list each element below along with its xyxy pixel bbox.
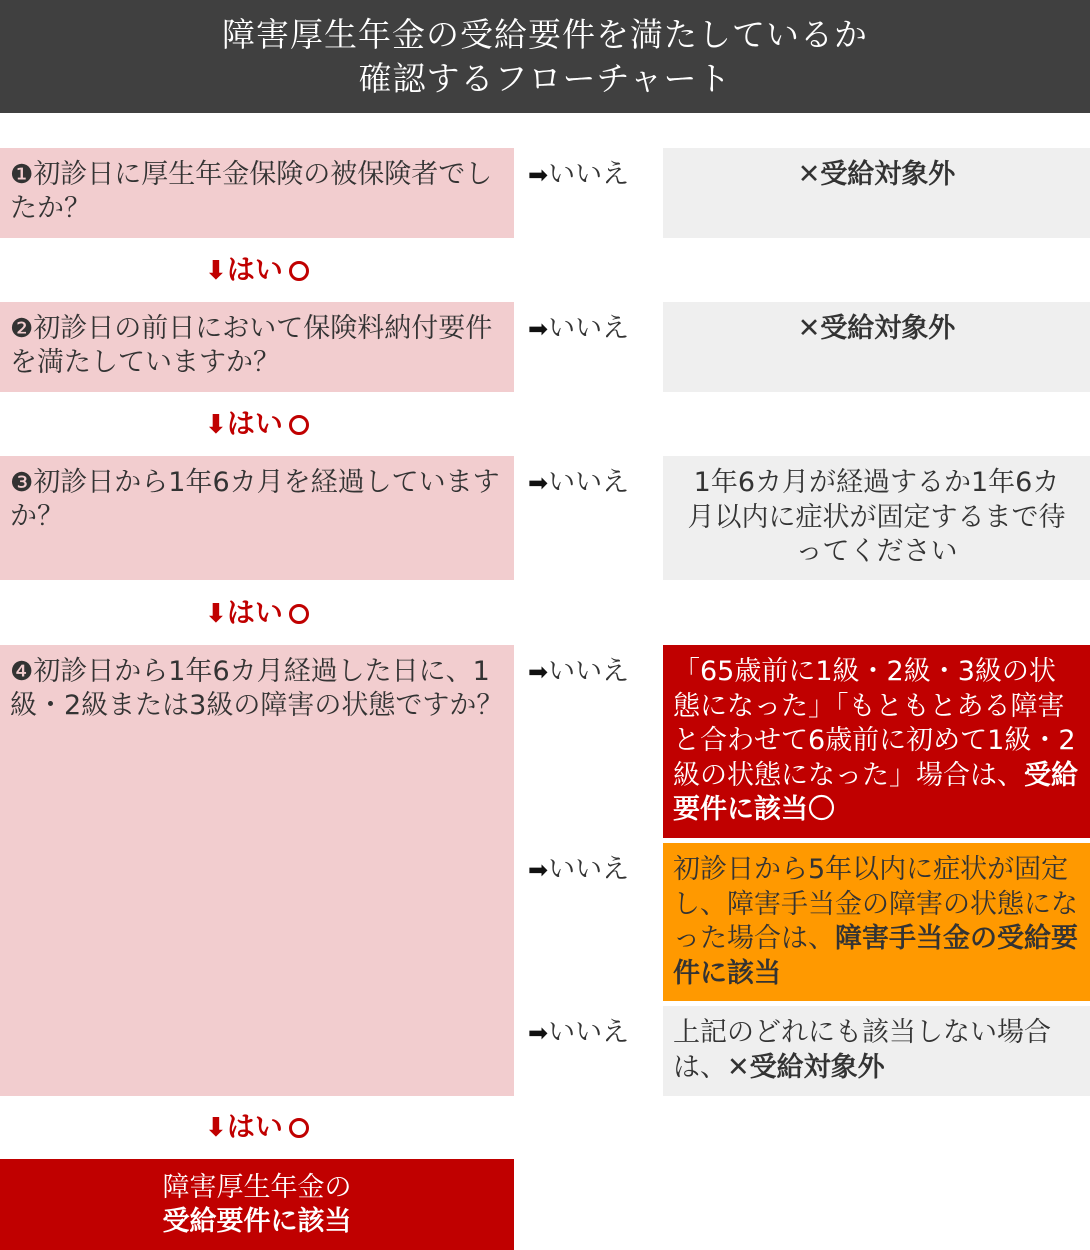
- no-branch-2: [528, 312, 658, 346]
- right-arrow-icon: ➡: [528, 856, 549, 884]
- yes-label: はい: [226, 596, 283, 629]
- question-2-text: 初診日の前日において保険料納付要件を満たしていますか？: [10, 313, 493, 378]
- yes-label: はい: [226, 1110, 283, 1143]
- no-label: いいえ: [548, 854, 630, 885]
- question-2: [0, 302, 514, 392]
- down-arrow-icon: ⬇: [205, 1113, 227, 1143]
- no-branch-3: [528, 466, 658, 500]
- down-arrow-icon: ⬇: [205, 256, 227, 286]
- circle-icon: [289, 261, 309, 281]
- result-1: [663, 148, 1090, 238]
- question-4: [0, 645, 514, 1096]
- final-line-1: 障害厚生年金の: [162, 1172, 352, 1203]
- final-result: [0, 1159, 514, 1250]
- no-branch-4c: [528, 1016, 658, 1050]
- no-branch-4a: [528, 655, 658, 689]
- right-arrow-icon: ➡: [528, 1019, 549, 1047]
- step-3-number: ❸: [10, 468, 34, 498]
- right-arrow-icon: ➡: [528, 161, 549, 189]
- circle-icon: [289, 604, 309, 624]
- page-title: [0, 0, 1090, 113]
- no-branch-1: [528, 158, 658, 192]
- no-label: いいえ: [548, 656, 630, 687]
- result-1-text: ✕受給対象外: [797, 159, 956, 190]
- title-line-1: 障害厚生年金の受給要件を満たしているか: [222, 14, 868, 54]
- right-arrow-icon: ➡: [528, 658, 549, 686]
- result-4b-bold: 障害手当金の受給要件に該当: [673, 923, 1078, 989]
- step-1-number: ❶: [10, 160, 34, 190]
- result-3: [663, 456, 1090, 580]
- down-arrow-icon: ⬇: [205, 599, 227, 629]
- result-4a: [663, 645, 1090, 838]
- down-arrow-icon: ⬇: [205, 410, 227, 440]
- question-3: [0, 456, 514, 580]
- no-label: いいえ: [548, 313, 630, 344]
- yes-label: はい: [226, 407, 283, 440]
- right-arrow-icon: ➡: [528, 469, 549, 497]
- no-label: いいえ: [548, 1017, 630, 1048]
- yes-branch-4: [0, 1110, 514, 1145]
- result-4c-bold: ✕受給対象外: [727, 1051, 885, 1083]
- circle-icon: [289, 1118, 309, 1138]
- question-1: [0, 148, 514, 238]
- no-label: いいえ: [548, 467, 630, 498]
- result-4b-text: 初診日から5年以内に症状が固定し、障害手当金の障害の状態になった場合は、: [673, 854, 1078, 954]
- right-arrow-icon: ➡: [528, 315, 549, 343]
- yes-branch-1: [0, 253, 514, 288]
- question-3-text: 初診日から1年6カ月を経過していますか？: [10, 467, 500, 532]
- yes-branch-3: [0, 596, 514, 631]
- result-4a-text: 「65歳前に1級・2級・3級の状態になった」「もともとある障害と合わせて6歳前に初めて1級・2級の状態になった」場合は、: [673, 656, 1076, 791]
- result-3-text: 1年6カ月が経過するか1年6カ月以内に症状が固定するまで待ってください: [687, 467, 1066, 567]
- result-4b: [663, 843, 1090, 1001]
- result-4c: [663, 1006, 1090, 1096]
- question-4-text: 初診日から1年6カ月経過した日に、1級・2級または3級の障害の状態ですか？: [10, 656, 504, 721]
- step-4-number: ❹: [10, 657, 34, 687]
- result-2: [663, 302, 1090, 392]
- result-4a-bold: 受給要件に該当〇: [673, 759, 1078, 825]
- no-label: いいえ: [548, 159, 630, 190]
- step-2-number: ❷: [10, 314, 34, 344]
- title-line-2: 確認するフローチャート: [358, 58, 732, 98]
- result-2-text: ✕受給対象外: [797, 313, 956, 344]
- question-1-text: 初診日に厚生年金保険の被保険者でしたか？: [10, 159, 493, 224]
- result-4c-text: 上記のどれにも該当しない場合は、: [673, 1017, 1051, 1083]
- no-branch-4b: [528, 853, 658, 887]
- final-line-2: 受給要件に該当: [162, 1206, 352, 1237]
- circle-icon: [289, 415, 309, 435]
- yes-label: はい: [226, 253, 283, 286]
- yes-branch-2: [0, 407, 514, 442]
